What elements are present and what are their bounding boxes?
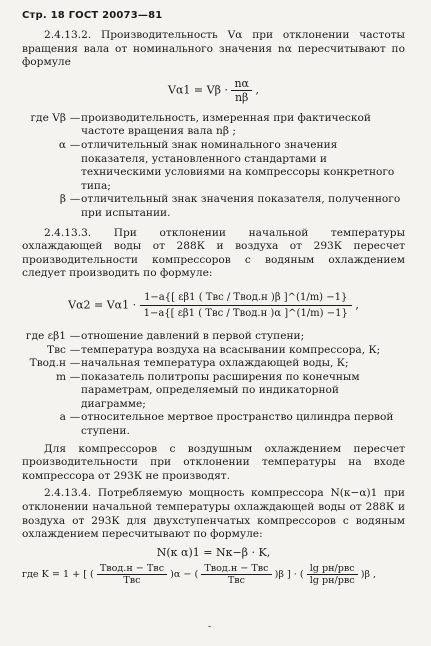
formula-lhs: Vα1 = Vβ · [168,83,228,97]
glossary-2 [22,330,405,439]
fraction-denominator: nβ [234,90,249,104]
glossary-text: отличительный знак номинального значения показателя, установленного стандартами и техническими условиями на компрессоры конкретного типа; [81,138,395,192]
glossary-symbol: где Vβ [30,111,66,124]
clause-2-4-13-4: 2.4.13.4. Потребляемую мощность компрессора N(к−α)1 при отклонении начальной температуры охлаждающей воды от 288К и воздуха от 293К для двухступенчатых компрессоров с водяным охлаждением пересчитывают по формуле: [22,487,405,541]
fraction-b-denominator: Tвс [227,574,246,586]
glossary-symbol: m [55,370,66,383]
glossary-item [22,371,405,412]
fraction-c-denominator: lg pн/pвс [309,574,355,586]
fraction-denominator: 1−a{[ εβ1 ( Tвс / Tвод.н )α ]^(1/m) −1} [143,307,348,319]
glossary-dash: — [69,111,81,124]
paren-open-a: ( [90,568,94,580]
glossary-dash: — [69,357,81,370]
fraction-a-numerator: Tвод.н − Tвс [97,563,167,575]
glossary-symbol: Tвод.н [29,357,66,370]
air-cooling-note: Для компрессоров с воздушным охлаждением пересчет производительности при отклонении температуры на входе компрессора от 293К не производят. [22,442,405,482]
running-header: Стр. 18 ГОСТ 20073—81 [22,10,163,21]
fraction-c [307,563,358,586]
glossary-dash: — [69,329,81,342]
glossary-text: производительность, измеренная при фактической частоте вращения вала nβ ; [81,111,371,138]
glossary-item [22,330,405,344]
fraction-a [97,563,167,586]
glossary-symbol: a [59,411,66,424]
formula-fraction [231,77,252,104]
glossary-dash: — [69,343,81,356]
paren-open-c: ( [299,568,304,580]
glossary-item [22,411,405,438]
formula-tail: , [355,298,359,312]
fraction-numerator: nα [231,77,252,91]
glossary-item [22,139,405,193]
fraction-b-numerator: Tвод.н − Tвс [201,563,271,575]
glossary-symbol: где εβ1 [25,329,66,342]
fraction-b [201,563,271,586]
glossary-item [22,193,405,220]
formula-fraction [140,290,352,321]
fraction-a-denominator: Tвс [123,574,141,586]
glossary-dash: — [69,370,81,383]
formula-k-lead: где K = 1 + [ [22,568,87,580]
formula-k-end: )β ] · [274,568,297,580]
clause-2-4-13-3: 2.4.13.3. При отклонении начальной температуры охлаждающей воды от 288К и воздуха от 293К пересчет производительности компрессоров с водяным охлаждением следует производить по формуле: [22,226,405,280]
formula-tail: , [255,83,259,97]
glossary-text: относительное мертвое пространство цилиндра первой ступени. [81,411,394,438]
glossary-text: отличительный знак значения показателя, полученного при испытании. [81,193,401,219]
formula-lhs: Vα2 = Vα1 · [68,298,137,312]
fraction-numerator: 1−a{[ εβ1 ( Tвс / Tвод.н )β ]^(1/m) −1} [140,290,352,306]
glossary-symbol: α [58,138,66,151]
formula-v-alpha2 [22,290,405,321]
glossary-symbol: Tвс [47,343,66,356]
glossary-text: начальная температура охлаждающей воды, К; [81,357,349,370]
glossary-item [22,357,405,371]
clause-2-4-13-2: 2.4.13.2. Производительность Vα при отклонении частоты вращения вала от номинального значения nα пересчитывают по формуле [22,29,405,69]
glossary-text: отношение давлений в первой ступени; [81,329,305,342]
glossary-item [22,112,405,139]
formula-k-mid: )α − ( [170,568,199,580]
glossary-text: показатель политропы расширения по конечным параметрам, определяемый по индикаторной диаграмме; [81,370,360,410]
glossary-item [22,344,405,358]
glossary-dash: — [69,411,81,424]
formula-n: N(к α)1 = Nк−β · K, [156,545,271,559]
fraction-c-numerator: lg pн/pвс [307,563,358,575]
formula-v-alpha1 [22,77,405,104]
glossary-1 [22,112,405,221]
formula-k-tail: )β , [360,568,377,580]
glossary-symbol: β [59,193,66,206]
page-mark: - [208,622,212,632]
glossary-dash: — [69,138,81,151]
glossary-text: температура воздуха на всасывании компрессора, К; [81,343,381,356]
glossary-dash: — [69,193,81,206]
formula-k [22,563,405,586]
